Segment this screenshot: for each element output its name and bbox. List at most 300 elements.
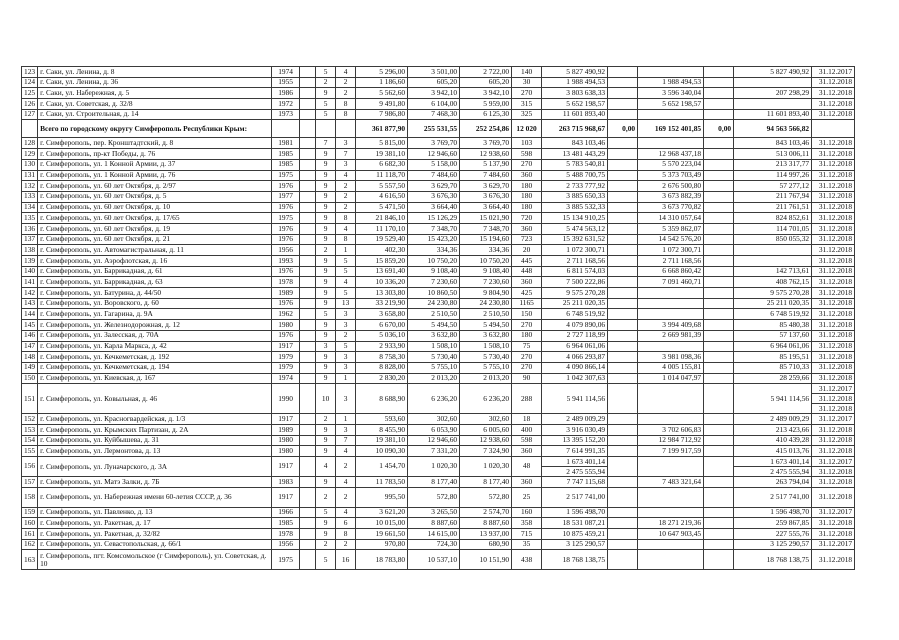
residents-cell: 75	[512, 341, 542, 352]
residential-area-cell: 3 676,30	[408, 191, 460, 202]
fund-3-cell	[704, 298, 734, 309]
year-built-cell: 1979	[272, 362, 300, 373]
total-area-cell: 11 170,10	[356, 223, 408, 234]
row-number: 139	[22, 256, 38, 267]
fund-4-cell: 2 489 009,29	[734, 414, 812, 425]
total-cost-cell: 7 500 222,86	[542, 277, 608, 288]
total-cost-cell: 15 134 910,25	[542, 213, 608, 224]
blank-cell	[300, 298, 316, 309]
table-row	[22, 330, 855, 341]
fund-2-cell: 3 596 340,04	[638, 88, 704, 99]
floors-cell: 2	[316, 487, 336, 507]
table-row	[22, 539, 855, 550]
floors-cell: 9	[316, 373, 336, 384]
fund-2-cell: 7 091 460,71	[638, 277, 704, 288]
residents-cell: 180	[512, 191, 542, 202]
address-cell: г. Саки, ул. Набережная, д. 5	[38, 88, 272, 99]
residents-cell: 270	[512, 320, 542, 331]
year-built-cell: 1986	[272, 88, 300, 99]
table-row	[22, 234, 855, 245]
total-area-cell: 10 336,20	[356, 277, 408, 288]
fund-4-cell-line: 2 475 555,94	[734, 466, 811, 476]
address-cell: г. Симферополь, ул. Крымских Партизан, д. 2А	[38, 424, 272, 435]
fund-4-cell	[734, 99, 812, 110]
address-cell: г. Симферополь, ул. Баррикадная, д. 61	[38, 266, 272, 277]
fund-3-cell	[704, 149, 734, 160]
year-built-cell: 1976	[272, 223, 300, 234]
fund-4-cell: 824 852,61	[734, 213, 812, 224]
residents-cell: 90	[512, 373, 542, 384]
fund-2-cell: 5 652 198,57	[638, 99, 704, 110]
floors-cell: 9	[316, 223, 336, 234]
blank-cell	[300, 256, 316, 267]
blank-cell	[300, 384, 316, 414]
fund-3-cell	[704, 435, 734, 446]
year-built-cell: 1966	[272, 507, 300, 518]
address-cell: г. Симферополь, ул. Ковыльная, д. 46	[38, 384, 272, 414]
total-cost-cell: 7 747 115,68	[542, 477, 608, 488]
year-built-cell: 1956	[272, 539, 300, 550]
address-cell: г. Симферополь, ул. Куйбышева, д. 31	[38, 435, 272, 446]
fund-4-cell	[734, 245, 812, 256]
floors-cell: 9	[316, 477, 336, 488]
residents-cell: 360	[512, 170, 542, 181]
total-cost-cell: 2 733 777,92	[542, 181, 608, 192]
table-row	[22, 213, 855, 224]
floors-cell: 5	[316, 309, 336, 320]
total-cost-cell: 15 392 631,52	[542, 234, 608, 245]
private-area-cell: 9 108,40	[460, 266, 512, 277]
fund-2-cell	[638, 507, 704, 518]
fund-3-cell	[704, 487, 734, 507]
row-number: 161	[22, 529, 38, 540]
fund-3-cell	[704, 507, 734, 518]
entrances-cell: 3	[336, 424, 356, 435]
row-number: 130	[22, 159, 38, 170]
fund-1-cell	[608, 245, 638, 256]
address-cell: г. Симферополь, ул. Батурина, д. 44/50	[38, 288, 272, 299]
total-area-cell: 5 815,00	[356, 138, 408, 149]
floors-cell: 9	[316, 149, 336, 160]
total-area-cell: 19 381,10	[356, 435, 408, 446]
floors-cell: 9	[316, 529, 336, 540]
floors-cell: 9	[316, 88, 336, 99]
residents-cell: 48	[512, 457, 542, 477]
address-cell: г. Симферополь, ул. Воровского, д. 60	[38, 298, 272, 309]
residents-cell: 445	[512, 256, 542, 267]
total-cost-cell: 2 711 168,56	[542, 256, 608, 267]
private-area-cell: 6 125,30	[460, 109, 512, 120]
residents-cell: 35	[512, 539, 542, 550]
table-row	[22, 373, 855, 384]
blank-cell	[300, 457, 316, 477]
private-area-cell: 302,60	[460, 414, 512, 425]
address-cell: г. Симферополь, ул. Луначарского, д. 3А	[38, 457, 272, 477]
blank-cell	[300, 138, 316, 149]
row-number: 131	[22, 170, 38, 181]
floors-cell: 9	[316, 191, 336, 202]
floors-cell: 9	[316, 352, 336, 363]
row-number: 137	[22, 234, 38, 245]
fund-1-cell	[608, 202, 638, 213]
deadline-cell: 31.12.2017	[812, 539, 855, 550]
blank-cell	[300, 245, 316, 256]
fund-1-cell	[608, 170, 638, 181]
fund-1-cell	[608, 507, 638, 518]
entrances-cell: 3	[336, 309, 356, 320]
entrances-cell: 5	[336, 288, 356, 299]
fund-1-cell	[608, 362, 638, 373]
total-cost-cell: 1 042 307,63	[542, 373, 608, 384]
total-cost-cell: 4 090 866,14	[542, 362, 608, 373]
floors-cell	[316, 120, 336, 138]
fund-3-cell	[704, 138, 734, 149]
total-area-cell: 3 658,80	[356, 309, 408, 320]
total-cost-cell-line: 2 475 555,94	[542, 466, 607, 476]
residential-area-cell: 7 230,60	[408, 277, 460, 288]
total-cost-cell: 3 125 290,57	[542, 539, 608, 550]
row-number: 159	[22, 507, 38, 518]
total-area-cell: 1 454,70	[356, 457, 408, 477]
blank-cell	[300, 424, 316, 435]
subtotal-row	[22, 120, 855, 138]
fund-4-cell: 850 055,32	[734, 234, 812, 245]
deadline-cell	[812, 120, 855, 138]
deadline-cell: 31.12.2018	[812, 320, 855, 331]
deadline-cell: 31.12.2018	[812, 88, 855, 99]
year-built-cell: 1985	[272, 149, 300, 160]
row-number: 133	[22, 191, 38, 202]
fund-3-cell	[704, 446, 734, 457]
blank-cell	[300, 341, 316, 352]
address-cell: г. Симферополь, ул. 60 лет Октября, д. 21	[38, 234, 272, 245]
year-built-cell: 1978	[272, 529, 300, 540]
residents-cell: 30	[512, 77, 542, 88]
entrances-cell: 4	[336, 446, 356, 457]
address-cell: г. Саки, ул. Ленина, д. 36	[38, 77, 272, 88]
total-cost-cell: 263 715 968,67	[542, 120, 608, 138]
row-number: 128	[22, 138, 38, 149]
deadline-cell: 31.12.2018	[812, 245, 855, 256]
fund-2-cell: 3 673 770,82	[638, 202, 704, 213]
year-built-cell: 1980	[272, 446, 300, 457]
private-area-cell: 10 151,90	[460, 550, 512, 570]
entrances-cell: 8	[336, 234, 356, 245]
address-cell: г. Симферополь, ул. Автомагистральная, д. 11	[38, 245, 272, 256]
private-area-cell: 3 664,40	[460, 202, 512, 213]
row-number: 124	[22, 77, 38, 88]
deadline-cell: 31.12.2018	[812, 170, 855, 181]
total-area-cell: 361 877,90	[356, 120, 408, 138]
row-number: 127	[22, 109, 38, 120]
fund-2-cell	[638, 67, 704, 78]
residential-area-cell: 10 750,20	[408, 256, 460, 267]
row-number: 148	[22, 352, 38, 363]
table-row	[22, 550, 855, 570]
floors-cell: 9	[316, 320, 336, 331]
total-cost-cell: 2 727 118,99	[542, 330, 608, 341]
total-area-cell: 8 828,00	[356, 362, 408, 373]
deadline-cell: 31.12.2018	[812, 277, 855, 288]
fund-3-cell	[704, 266, 734, 277]
private-area-cell: 5 494,50	[460, 320, 512, 331]
total-cost-cell-line: 1 673 401,14	[566, 457, 606, 466]
floors-cell: 3	[316, 341, 336, 352]
table-row	[22, 170, 855, 181]
fund-2-cell	[638, 109, 704, 120]
table-row	[22, 341, 855, 352]
entrances-cell: 8	[336, 529, 356, 540]
residents-cell: 360	[512, 477, 542, 488]
fund-3-cell	[704, 77, 734, 88]
total-cost-cell: 5 827 490,92	[542, 67, 608, 78]
entrances-cell: 2	[336, 487, 356, 507]
fund-2-cell: 12 984 712,92	[638, 435, 704, 446]
residential-area-cell: 3 664,40	[408, 202, 460, 213]
residents-cell: 288	[512, 384, 542, 414]
fund-2-cell: 7 483 321,64	[638, 477, 704, 488]
deadline-cell	[812, 384, 855, 414]
total-cost-cell: 2 517 741,00	[542, 487, 608, 507]
fund-1-cell	[608, 518, 638, 529]
fund-3-cell	[704, 159, 734, 170]
fund-2-cell: 6 668 860,42	[638, 266, 704, 277]
private-area-cell: 7 348,70	[460, 223, 512, 234]
total-cost-cell: 13 395 152,20	[542, 435, 608, 446]
residents-cell: 448	[512, 266, 542, 277]
fund-4-cell: 1 596 498,70	[734, 507, 812, 518]
floors-cell: 5	[316, 67, 336, 78]
total-area-cell: 18 783,80	[356, 550, 408, 570]
private-area-cell: 13 937,00	[460, 529, 512, 540]
entrances-cell: 16	[336, 550, 356, 570]
table-row	[22, 191, 855, 202]
fund-3-cell	[704, 288, 734, 299]
deadline-cell: 31.12.2018	[812, 234, 855, 245]
table-body	[22, 67, 855, 570]
private-area-cell: 7 230,60	[460, 277, 512, 288]
fund-1-cell	[608, 277, 638, 288]
fund-4-cell: 9 575 270,28	[734, 288, 812, 299]
total-area-cell: 3 621,20	[356, 507, 408, 518]
private-area-cell: 680,90	[460, 539, 512, 550]
fund-2-cell	[638, 309, 704, 320]
residents-cell: 180	[512, 330, 542, 341]
private-area-cell: 10 750,20	[460, 256, 512, 267]
row-number: 132	[22, 181, 38, 192]
year-built-cell: 1976	[272, 181, 300, 192]
fund-2-cell	[638, 550, 704, 570]
entrances-cell: 2	[336, 88, 356, 99]
total-cost-cell: 6 748 519,92	[542, 309, 608, 320]
private-area-cell: 252 254,86	[460, 120, 512, 138]
private-area-cell: 7 484,60	[460, 170, 512, 181]
fund-3-cell	[704, 384, 734, 414]
residential-area-cell: 6 104,00	[408, 99, 460, 110]
row-number: 144	[22, 309, 38, 320]
fund-4-cell: 410 439,28	[734, 435, 812, 446]
private-area-cell: 24 230,80	[460, 298, 512, 309]
floors-cell: 9	[316, 159, 336, 170]
table-row	[22, 487, 855, 507]
fund-2-cell	[638, 138, 704, 149]
blank-cell	[300, 223, 316, 234]
private-area-cell: 6 236,20	[460, 384, 512, 414]
total-area-cell: 5 036,10	[356, 330, 408, 341]
deadline-cell: 31.12.2018	[812, 138, 855, 149]
entrances-cell: 7	[336, 435, 356, 446]
residential-area-cell: 3 632,80	[408, 330, 460, 341]
residential-area-cell: 7 468,30	[408, 109, 460, 120]
fund-2-cell	[638, 539, 704, 550]
residential-area-cell: 12 946,60	[408, 435, 460, 446]
blank-cell	[300, 477, 316, 488]
table-row	[22, 414, 855, 425]
residential-area-cell: 605,20	[408, 77, 460, 88]
blank-cell	[300, 149, 316, 160]
housing-register-table	[21, 66, 855, 570]
deadline-cell: 31.12.2018	[812, 99, 855, 110]
deadline-cell: 31.12.2017	[812, 414, 855, 425]
deadline-cell-line: 31.12.2017	[818, 384, 853, 394]
total-cost-cell: 1 072 300,71	[542, 245, 608, 256]
row-number: 134	[22, 202, 38, 213]
year-built-cell: 1985	[272, 518, 300, 529]
residential-area-cell: 572,80	[408, 487, 460, 507]
total-cost-cell: 9 575 270,28	[542, 288, 608, 299]
deadline-cell: 31.12.2018	[812, 191, 855, 202]
address-cell: г. Симферополь, ул. 60 лет Октября, д. 10	[38, 202, 272, 213]
year-built-cell: 1989	[272, 288, 300, 299]
fund-2-cell: 10 647 903,45	[638, 529, 704, 540]
fund-1-cell	[608, 223, 638, 234]
residential-area-cell: 9 108,40	[408, 266, 460, 277]
fund-3-cell	[704, 352, 734, 363]
fund-4-cell: 3 125 290,57	[734, 539, 812, 550]
deadline-cell: 31.12.2018	[812, 518, 855, 529]
deadline-cell: 31.12.2017	[812, 67, 855, 78]
fund-1-cell	[608, 341, 638, 352]
fund-2-cell: 3 702 606,83	[638, 424, 704, 435]
blank-cell	[300, 170, 316, 181]
residential-area-cell: 7 348,70	[408, 223, 460, 234]
blank-cell	[300, 213, 316, 224]
row-number: 152	[22, 414, 38, 425]
total-area-cell: 9 491,80	[356, 99, 408, 110]
total-area-cell: 995,50	[356, 487, 408, 507]
private-area-cell: 572,80	[460, 487, 512, 507]
fund-1-cell	[608, 309, 638, 320]
blank-cell	[300, 109, 316, 120]
private-area-cell: 5 959,00	[460, 99, 512, 110]
year-built-cell: 1956	[272, 245, 300, 256]
total-cost-cell: 2 489 009,29	[542, 414, 608, 425]
total-cost-cell: 3 885 532,33	[542, 202, 608, 213]
fund-2-cell: 14 310 057,64	[638, 213, 704, 224]
fund-3-cell	[704, 88, 734, 99]
residential-area-cell: 5 158,00	[408, 159, 460, 170]
total-area-cell: 593,60	[356, 414, 408, 425]
address-cell: г. Симферополь, ул. 60 лет Октября, д. 2/97	[38, 181, 272, 192]
total-area-cell: 10 015,00	[356, 518, 408, 529]
residential-area-cell: 8 177,40	[408, 477, 460, 488]
fund-4-cell: 28 259,66	[734, 373, 812, 384]
row-number: 142	[22, 288, 38, 299]
fund-4-cell: 213 423,66	[734, 424, 812, 435]
fund-4-cell: 114 701,05	[734, 223, 812, 234]
total-cost-cell: 3 803 638,33	[542, 88, 608, 99]
fund-4-cell: 6 964 061,06	[734, 341, 812, 352]
table-row	[22, 77, 855, 88]
table-row	[22, 245, 855, 256]
fund-2-cell	[638, 288, 704, 299]
fund-3-cell	[704, 341, 734, 352]
entrances-cell: 1	[336, 245, 356, 256]
private-area-cell: 12 938,60	[460, 435, 512, 446]
private-area-cell: 8 887,60	[460, 518, 512, 529]
fund-3-cell	[704, 457, 734, 477]
fund-1-cell	[608, 320, 638, 331]
residents-cell: 315	[512, 99, 542, 110]
residential-area-cell: 2 510,50	[408, 309, 460, 320]
fund-4-cell: 227 555,76	[734, 529, 812, 540]
total-area-cell: 11 783,50	[356, 477, 408, 488]
address-cell: г. Симферополь, ул. Баррикадная, д. 63	[38, 277, 272, 288]
blank-cell	[300, 266, 316, 277]
address-cell: г. Симферополь, ул. Матэ Залки, д. 7Б	[38, 477, 272, 488]
address-cell: г. Саки, ул. Советская, д. 32/8	[38, 99, 272, 110]
residential-area-cell: 10 537,10	[408, 550, 460, 570]
residential-area-cell: 6 053,90	[408, 424, 460, 435]
fund-2-cell: 4 005 155,81	[638, 362, 704, 373]
entrances-cell: 8	[336, 99, 356, 110]
blank-cell	[300, 159, 316, 170]
fund-4-cell: 94 563 566,82	[734, 120, 812, 138]
total-area-cell: 7 986,80	[356, 109, 408, 120]
private-area-cell: 3 769,70	[460, 138, 512, 149]
row-number: 158	[22, 487, 38, 507]
fund-3-cell	[704, 477, 734, 488]
entrances-cell: 4	[336, 67, 356, 78]
total-area-cell: 15 859,20	[356, 256, 408, 267]
row-number: 141	[22, 277, 38, 288]
fund-1-cell	[608, 477, 638, 488]
blank-cell	[300, 518, 316, 529]
address-cell: г. Симферополь, пер. Кронштадтский, д. 8	[38, 138, 272, 149]
deadline-cell: 31.12.2018	[812, 529, 855, 540]
fund-2-cell: 1 014 047,97	[638, 373, 704, 384]
total-cost-cell: 1 988 494,53	[542, 77, 608, 88]
entrances-cell: 2	[336, 330, 356, 341]
residential-area-cell: 3 629,70	[408, 181, 460, 192]
total-area-cell: 19 381,10	[356, 149, 408, 160]
residents-cell: 425	[512, 288, 542, 299]
fund-1-cell	[608, 539, 638, 550]
floors-cell: 2	[316, 77, 336, 88]
entrances-cell: 2	[336, 539, 356, 550]
fund-4-cell: 25 211 020,35	[734, 298, 812, 309]
residents-cell: 360	[512, 446, 542, 457]
deadline-cell: 31.12.2018	[812, 477, 855, 488]
table-row	[22, 298, 855, 309]
fund-2-cell: 1 988 494,53	[638, 77, 704, 88]
deadline-cell: 31.12.2018	[812, 487, 855, 507]
total-cost-cell: 5 941 114,56	[542, 384, 608, 414]
row-number: 160	[22, 518, 38, 529]
deadline-cell: 31.12.2018	[812, 341, 855, 352]
fund-3-cell	[704, 424, 734, 435]
blank-cell	[300, 529, 316, 540]
